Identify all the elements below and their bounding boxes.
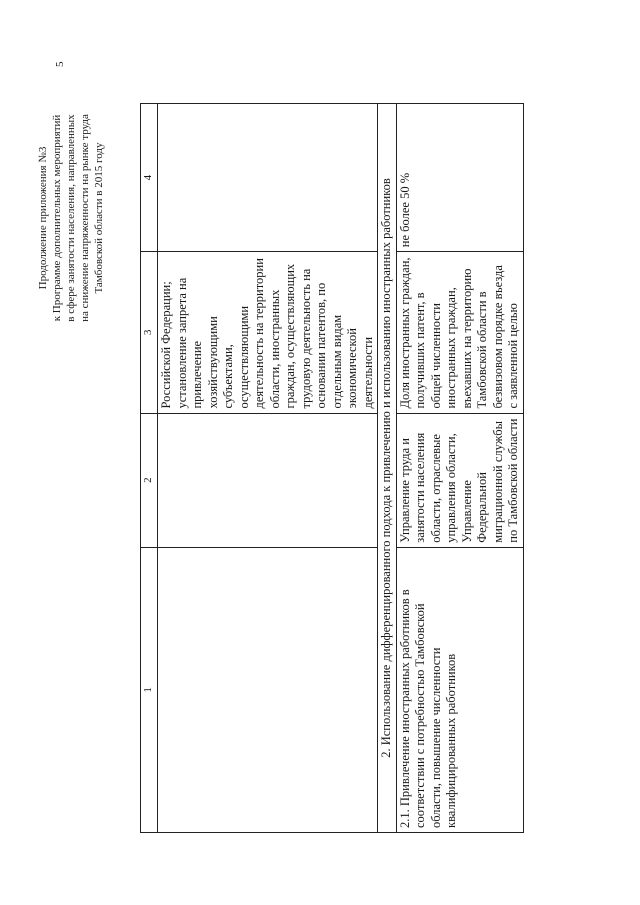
- cell-text: Доля иностранных граждан,: [397, 257, 412, 409]
- cell-text: иностранных граждан,: [444, 287, 458, 409]
- cell-text: Управление труда и: [397, 438, 412, 543]
- cell-text: деятельность на территории: [252, 258, 266, 409]
- header-line: на снижение напряженности на рынке труда: [79, 114, 91, 322]
- header-line: Тамбовской области в 2015 году: [93, 142, 105, 294]
- cell-text: занятости населения: [413, 432, 427, 543]
- cell-responsible: [158, 413, 378, 547]
- cell-text: общей численности: [428, 302, 443, 409]
- cell-text: отдельным видам: [329, 314, 344, 409]
- cell-text: получивших патент, в: [413, 292, 427, 409]
- cell-measure: [158, 547, 378, 832]
- page-number: 5: [54, 61, 66, 67]
- cell-text: миграционной службы: [490, 421, 505, 543]
- cell-text: квалифицированных работников: [444, 653, 458, 828]
- column-number: 1: [141, 547, 158, 832]
- header-line: Продолжение приложения №3: [37, 146, 49, 290]
- cell-text: управления области,: [444, 433, 458, 543]
- appendix-header: [36, 38, 106, 398]
- cell-text: с заявленной целью: [506, 303, 520, 409]
- section-row: [378, 104, 397, 833]
- cell-text: экономической: [345, 328, 359, 409]
- cell-text: соответствии с потребностью Тамбовской: [413, 603, 427, 828]
- header-line: в сфере занятости населения, направленных: [65, 114, 77, 322]
- column-number-row: [141, 104, 158, 833]
- cell-text: области, отраслевые: [428, 434, 443, 543]
- cell-text: хозяйствующими: [205, 316, 220, 409]
- cell-responsible: [396, 413, 523, 547]
- cell-text: граждан, осуществляющих: [283, 263, 297, 409]
- cell-text: Российской Федерации;: [159, 281, 173, 409]
- cell-text: Федеральной: [475, 472, 489, 543]
- cell-text: деятельности: [360, 336, 375, 409]
- cell-text: области, иностранных: [267, 289, 282, 409]
- cell-text: въехавших на территорию: [459, 268, 474, 409]
- cell-text: безвизовом порядке въезда: [490, 265, 505, 409]
- column-number: 2: [141, 413, 158, 547]
- table-row: [396, 104, 523, 833]
- cell-text: осуществляющими: [236, 305, 251, 409]
- cell-text: области, повышение численности: [428, 647, 443, 828]
- header-line: к Программе дополнительных мероприятий: [51, 114, 63, 322]
- column-number: 4: [141, 104, 158, 252]
- table-row-continued: [158, 104, 378, 833]
- cell-indicator: [396, 252, 523, 413]
- cell-text: Управление: [459, 480, 474, 543]
- cell-indicator: [158, 252, 378, 413]
- cell-text: основании патентов, по: [314, 282, 328, 409]
- section-title: 2. Использование дифференцированного подхода к привлечению и использованию иностранных работников: [378, 104, 397, 833]
- cell-text: по Тамбовской области: [506, 418, 520, 543]
- cell-text: установление запрета на: [174, 277, 189, 409]
- cell-text: Тамбовской области в: [475, 291, 489, 409]
- cell-value: [158, 104, 378, 252]
- column-number: 3: [141, 252, 158, 413]
- cell-measure: [396, 547, 523, 832]
- cell-text: субъектами,: [221, 344, 235, 409]
- cell-text: привлечение: [190, 340, 204, 409]
- cell-value: не более 50 %: [396, 104, 523, 252]
- cell-text: трудовую деятельность на: [298, 268, 313, 409]
- measures-table: [140, 103, 524, 833]
- cell-text: 2.1. Привлечение иностранных работников в: [397, 589, 412, 828]
